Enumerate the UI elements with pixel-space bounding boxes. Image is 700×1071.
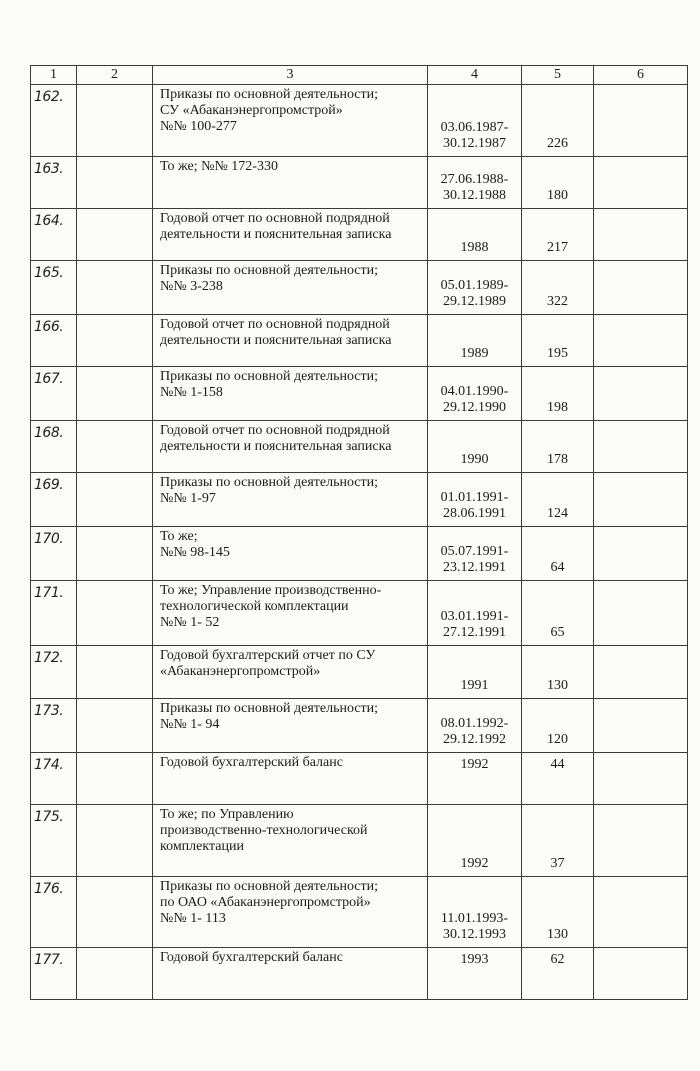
notes-cell (594, 421, 688, 473)
table-row (31, 85, 688, 157)
archive-index-cell (77, 805, 153, 877)
archive-index-cell (77, 85, 153, 157)
item-number: 162. (31, 85, 77, 157)
archive-index-cell (77, 581, 153, 646)
notes-cell (594, 527, 688, 581)
sheet-count: 120 (547, 732, 568, 747)
item-number: 177. (31, 948, 77, 1000)
date-cell (428, 877, 522, 948)
table-row (31, 261, 688, 315)
date-cell (428, 209, 522, 261)
date-cell (428, 527, 522, 581)
table-row (31, 527, 688, 581)
date-cell (428, 157, 522, 209)
date-cell (428, 581, 522, 646)
item-number: 172. (31, 646, 77, 699)
item-dates: 1993 (460, 952, 489, 967)
item-title: То же; №№ 172-330 (153, 157, 428, 209)
sheet-count: 37 (550, 856, 565, 871)
table-row (31, 753, 688, 805)
item-number: 170. (31, 527, 77, 581)
notes-cell (594, 315, 688, 367)
item-title: То же; по Управлению производственно-технологической комплектации (153, 805, 428, 877)
table-row (31, 699, 688, 753)
header-col-2: 2 (77, 66, 153, 85)
archive-index-cell (77, 753, 153, 805)
sheets-cell (522, 421, 594, 473)
header-row (31, 66, 688, 85)
item-dates: 05.01.1989- 29.12.1989 (440, 278, 509, 309)
item-title: Приказы по основной деятельности; СУ «Абаканэнергопромстрой» №№ 100-277 (153, 85, 428, 157)
sheet-count: 124 (547, 506, 568, 521)
sheets-cell (522, 646, 594, 699)
notes-cell (594, 805, 688, 877)
sheets-cell (522, 877, 594, 948)
sheet-count: 64 (550, 560, 565, 575)
date-cell (428, 421, 522, 473)
date-cell (428, 367, 522, 421)
sheet-count: 180 (547, 188, 568, 203)
sheet-count: 226 (547, 136, 568, 151)
header-col-4: 4 (428, 66, 522, 85)
sheets-cell (522, 367, 594, 421)
item-title: То же; №№ 98-145 (153, 527, 428, 581)
notes-cell (594, 473, 688, 527)
header-col-5: 5 (522, 66, 594, 85)
date-cell (428, 753, 522, 805)
date-cell (428, 473, 522, 527)
sheets-cell (522, 699, 594, 753)
sheet-count: 198 (547, 400, 568, 415)
archive-index-cell (77, 527, 153, 581)
notes-cell (594, 157, 688, 209)
header-col-1: 1 (31, 66, 77, 85)
item-number: 164. (31, 209, 77, 261)
table-row (31, 646, 688, 699)
date-cell (428, 261, 522, 315)
date-cell (428, 315, 522, 367)
item-dates: 1988 (460, 240, 489, 255)
archive-index-cell (77, 209, 153, 261)
item-number: 168. (31, 421, 77, 473)
sheets-cell (522, 315, 594, 367)
sheet-count: 195 (547, 346, 568, 361)
item-number: 167. (31, 367, 77, 421)
item-title: Приказы по основной деятельности; №№ 1-97 (153, 473, 428, 527)
table-row (31, 367, 688, 421)
item-number: 176. (31, 877, 77, 948)
item-title: Приказы по основной деятельности; по ОАО «Абаканэнергопромстрой» №№ 1- 113 (153, 877, 428, 948)
sheets-cell (522, 157, 594, 209)
item-title: Годовой бухгалтерский баланс (153, 948, 428, 1000)
date-cell (428, 699, 522, 753)
table-row (31, 805, 688, 877)
table-row (31, 877, 688, 948)
date-cell (428, 85, 522, 157)
sheet-count: 44 (550, 757, 565, 772)
notes-cell (594, 646, 688, 699)
archive-index-cell (77, 877, 153, 948)
item-dates: 03.01.1991- 27.12.1991 (440, 609, 509, 640)
notes-cell (594, 753, 688, 805)
item-title: Годовой отчет по основной подрядной деятельности и пояснительная записка (153, 315, 428, 367)
table-row (31, 157, 688, 209)
table-row (31, 581, 688, 646)
item-title: Приказы по основной деятельности; №№ 1- 94 (153, 699, 428, 753)
sheet-count: 62 (550, 952, 565, 967)
archive-index-cell (77, 157, 153, 209)
notes-cell (594, 699, 688, 753)
sheet-count: 217 (547, 240, 568, 255)
notes-cell (594, 877, 688, 948)
item-number: 171. (31, 581, 77, 646)
sheet-count: 322 (547, 294, 568, 309)
item-dates: 1992 (460, 757, 489, 772)
item-dates: 05.07.1991- 23.12.1991 (440, 544, 509, 575)
notes-cell (594, 209, 688, 261)
item-dates: 1991 (460, 678, 489, 693)
date-cell (428, 948, 522, 1000)
item-number: 175. (31, 805, 77, 877)
notes-cell (594, 261, 688, 315)
item-dates: 11.01.1993- 30.12.1993 (440, 911, 509, 942)
archive-index-cell (77, 261, 153, 315)
inventory-table (30, 65, 688, 1000)
item-dates: 1989 (460, 346, 489, 361)
item-number: 169. (31, 473, 77, 527)
item-number: 166. (31, 315, 77, 367)
notes-cell (594, 85, 688, 157)
sheet-count: 65 (550, 625, 565, 640)
sheets-cell (522, 261, 594, 315)
header-col-3: 3 (153, 66, 428, 85)
item-dates: 27.06.1988- 30.12.1988 (440, 172, 509, 203)
sheets-cell (522, 948, 594, 1000)
date-cell (428, 646, 522, 699)
sheet-count: 178 (547, 452, 568, 467)
item-dates: 08.01.1992- 29.12.1992 (440, 716, 509, 747)
archive-index-cell (77, 473, 153, 527)
table-row (31, 315, 688, 367)
item-title: Приказы по основной деятельности; №№ 3-238 (153, 261, 428, 315)
item-title: Годовой бухгалтерский отчет по СУ «Абаканэнергопромстрой» (153, 646, 428, 699)
table-body (31, 85, 688, 1000)
notes-cell (594, 367, 688, 421)
item-number: 174. (31, 753, 77, 805)
item-title: Годовой отчет по основной подрядной деятельности и пояснительная записка (153, 421, 428, 473)
date-cell (428, 805, 522, 877)
item-dates: 1990 (460, 452, 489, 467)
item-dates: 1992 (460, 856, 489, 871)
table-row (31, 948, 688, 1000)
sheets-cell (522, 527, 594, 581)
item-dates: 03.06.1987- 30.12.1987 (440, 120, 509, 151)
archive-index-cell (77, 315, 153, 367)
item-title: Годовой отчет по основной подрядной деятельности и пояснительная записка (153, 209, 428, 261)
archive-index-cell (77, 421, 153, 473)
table-row (31, 209, 688, 261)
sheets-cell (522, 209, 594, 261)
archive-index-cell (77, 646, 153, 699)
item-dates: 01.01.1991- 28.06.1991 (440, 490, 509, 521)
item-number: 163. (31, 157, 77, 209)
archive-index-cell (77, 367, 153, 421)
item-number: 173. (31, 699, 77, 753)
table-row (31, 421, 688, 473)
header-col-6: 6 (594, 66, 688, 85)
notes-cell (594, 581, 688, 646)
item-dates: 04.01.1990- 29.12.1990 (440, 384, 509, 415)
inventory-page (30, 65, 687, 1000)
sheets-cell (522, 85, 594, 157)
sheet-count: 130 (547, 678, 568, 693)
sheets-cell (522, 581, 594, 646)
archive-index-cell (77, 699, 153, 753)
sheets-cell (522, 805, 594, 877)
notes-cell (594, 948, 688, 1000)
sheets-cell (522, 753, 594, 805)
item-title: Годовой бухгалтерский баланс (153, 753, 428, 805)
item-title: Приказы по основной деятельности; №№ 1-158 (153, 367, 428, 421)
item-title: То же; Управление производственно- технологической комплектации №№ 1- 52 (153, 581, 428, 646)
item-number: 165. (31, 261, 77, 315)
archive-index-cell (77, 948, 153, 1000)
sheets-cell (522, 473, 594, 527)
table-row (31, 473, 688, 527)
sheet-count: 130 (547, 927, 568, 942)
